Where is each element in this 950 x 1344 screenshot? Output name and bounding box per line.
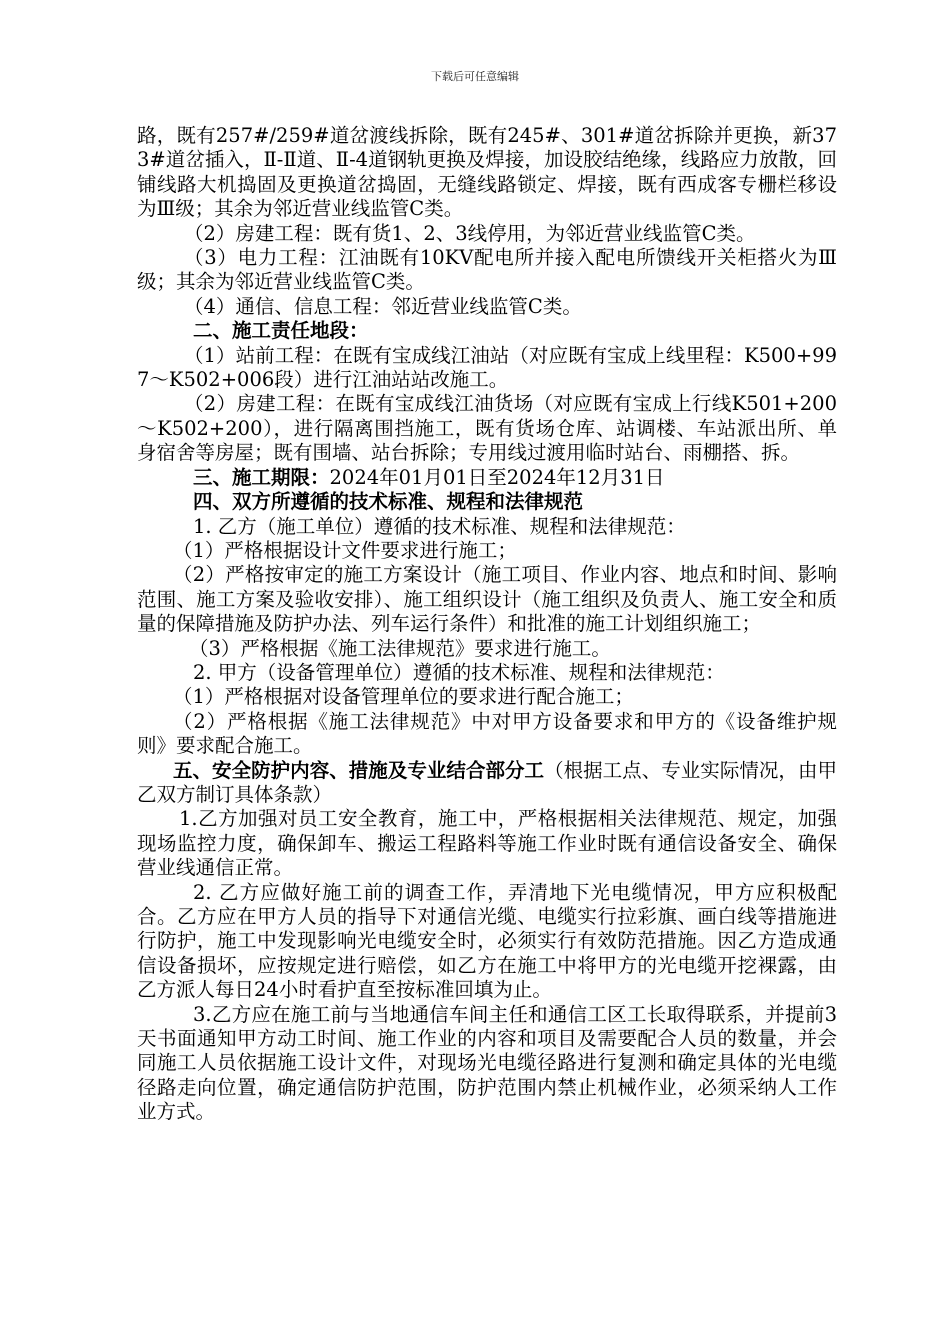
paragraph-section-5 xyxy=(137,759,837,808)
document-body xyxy=(137,124,837,1125)
paragraph-communication-work: （4）通信、信息工程：邻近营业线监管C类。 xyxy=(184,294,582,318)
paragraph-equipment-maintenance: （2）严格根据《施工法律规范》中对甲方设备要求和甲方的《设备维护规则》要求配合施工。 xyxy=(137,709,837,758)
paragraph-cable-survey: 2. 乙方应做好施工前的调查工作，弄清地下光电缆情况，甲方应积极配合。乙方应在甲方人员的指导下对通信光缆、电缆实行拉彩旗、画白线等措施进行防护，施工中发现影响光电缆安全时，必须实行有效防范措施。因乙方造成通信设备损坏，应按规定进行赔偿，如乙方在施工中将甲方的光电缆开挖裸露，由乙方派人每日24小时看护直至按标准回填为止。 xyxy=(137,880,837,1002)
heading-section-3: 三、施工期限： xyxy=(193,465,330,489)
paragraph-party-a-standards: 2. 甲方（设备管理单位）遵循的技术标准、规程和法律规范： xyxy=(193,660,725,684)
paragraph-period xyxy=(137,466,837,490)
paragraph-housing-section: （2）房建工程：在既有宝成线江油货场（对应既有宝成上行线K501+200～K502+200），进行隔离围挡施工，既有货场仓库、站调楼、车站派出所、单身宿舍等房屋；既有围墙、站台拆除；专用线过渡用临时站台、雨棚搭、拆。 xyxy=(137,392,837,465)
paragraph-advance-notice: 3.乙方应在施工前与当地通信车间主任和通信工区工长取得联系，并提前3天书面通知甲方动工时间、施工作业的内容和项目及需要配合人员的数量，并会同施工人员依据施工设计文件，对现场光电缆径路进行复测和确定具体的光电缆径路走向位置，确定通信防护范围，防护范围内禁止机械作业，必须采纳人工作业方式。 xyxy=(137,1002,837,1124)
paragraph-safety-education: 1.乙方加强对员工安全教育，施工中，严格根据相关法律规范、规定，加强现场监控力度，确保卸车、搬运工程路料等施工作业时既有通信设备安全、确保营业线通信正常。 xyxy=(137,807,837,880)
paragraph-track-work: 路，既有257#/259#道岔渡线拆除，既有245#、301#道岔拆除并更换，新373#道岔插入，Ⅱ-Ⅱ道、Ⅱ-4道钢轨更换及焊接，加设胶结绝缘，线路应力放散，回铺线路大机捣固及更换道岔捣固，无缝线路锁定、焊接，既有西成客专栅栏移设为Ⅲ级；其余为邻近营业线监管C类。 xyxy=(137,124,837,221)
heading-section-5: 五、安全防护内容、措施及专业结合部分工 xyxy=(173,758,545,782)
heading-section-2: 二、施工责任地段： xyxy=(193,319,369,343)
paragraph-housing-work: （2）房建工程：既有货1、2、3线停用，为邻近营业线监管C类。 xyxy=(184,221,756,245)
paragraph-equipment-cooperation: （1）严格根据对设备管理单位的要求进行配合施工； xyxy=(173,685,634,709)
paragraph-regulation-b: （3）严格根据《施工法律规范》要求进行施工。 xyxy=(189,636,611,660)
period-dates: 2024年01月01日至2024年12月31日 xyxy=(329,465,665,489)
heading-section-4: 四、双方所遵循的技术标准、规程和法律规范 xyxy=(193,490,584,514)
page-header: 下载后可任意编辑 xyxy=(431,70,519,83)
paragraph-construction-plan: （2）严格按审定的施工方案设计（施工项目、作业内容、地点和时间、影响范围、施工方案及验收安排）、施工组织设计（施工组织及负责人、施工安全和质量的保障措施及防护办法、列车运行条件）和批准的施工计划组织施工； xyxy=(137,563,837,636)
paragraph-power-work: （3）电力工程：江油既有10KV配电所并接入配电所馈线开关柜搭火为Ⅲ级；其余为邻近营业线监管C类。 xyxy=(137,246,837,294)
paragraph-design-requirement: （1）严格根据设计文件要求进行施工； xyxy=(173,538,517,562)
section-5-note: （根据工点、专业实际情况，由甲乙双方制订具体条款） xyxy=(137,758,837,806)
paragraph-station-work: （1）站前工程：在既有宝成线江油站（对应既有宝成上线里程：K500+997～K502+006段）进行江油站站改施工。 xyxy=(137,343,837,392)
paragraph-party-b-standards: 1. 乙方（施工单位）遵循的技术标准、规程和法律规范： xyxy=(193,514,686,538)
